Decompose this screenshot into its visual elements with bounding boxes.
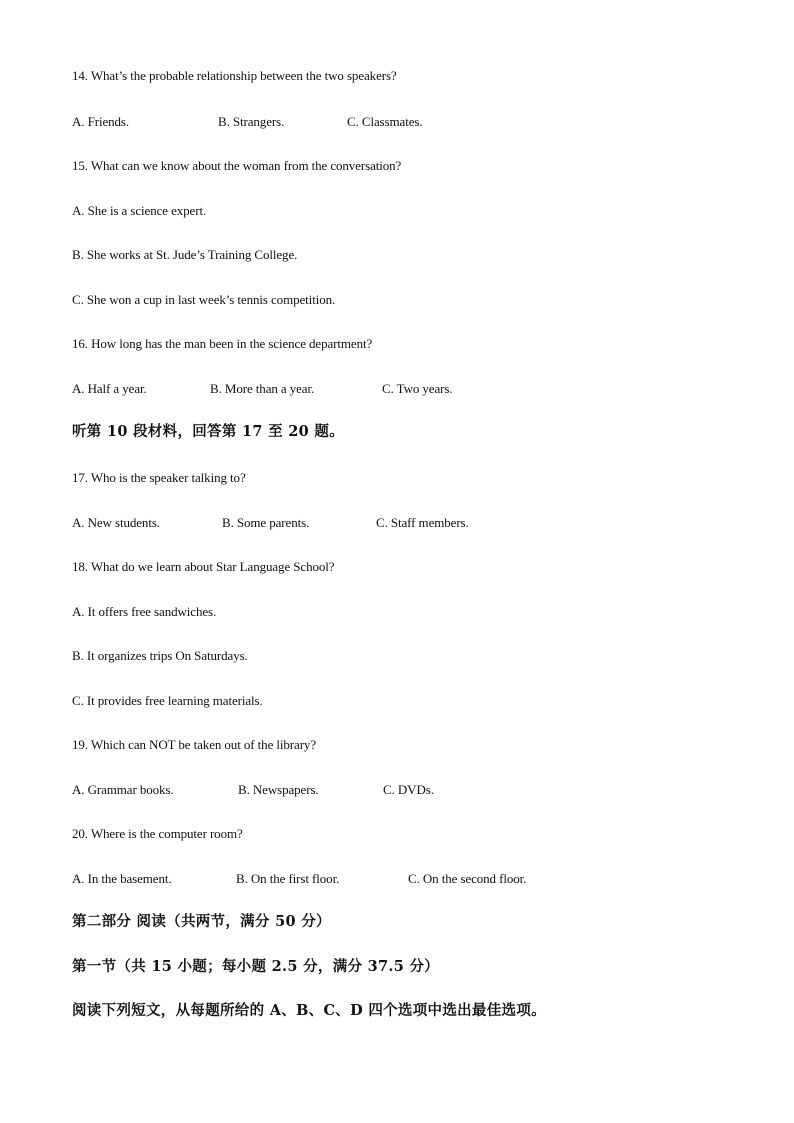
question-20-option-b: B. On the first floor. (236, 871, 340, 886)
question-19-option-a: A. Grammar books. (72, 782, 174, 797)
question-15-option-c: C. She won a cup in last week’s tennis competition. (72, 292, 336, 307)
question-15: 15. What can we know about the woman from the conversation? (72, 158, 402, 173)
question-14: 14. What’s the probable relationship between the two speakers? (72, 68, 397, 83)
reading-instruction: 阅读下列短文，从每题所给的 A、B、C、D 四个选项中选出最佳选项。 (72, 1002, 546, 1019)
question-19: 19. Which can NOT be taken out of the library? (72, 737, 317, 752)
question-16-option-c: C. Two years. (382, 381, 453, 396)
part-2-title: 第二部分 阅读（共两节，满分 50 分） (72, 913, 331, 930)
question-17-option-a: A. New students. (72, 515, 160, 530)
question-16-option-a: A. Half a year. (72, 381, 147, 396)
question-18-option-b: B. It organizes trips On Saturdays. (72, 648, 248, 663)
question-16: 16. How long has the man been in the science department? (72, 336, 373, 351)
question-14-option-a: A. Friends. (72, 114, 130, 129)
section-1-title: 第一节（共 15 小题；每小题 2.5 分，满分 37.5 分） (72, 958, 440, 975)
question-17: 17. Who is the speaker talking to? (72, 470, 246, 485)
section-10-heading: 听第 10 段材料，回答第 17 至 20 题。 (72, 423, 345, 440)
question-20: 20. Where is the computer room? (72, 826, 243, 841)
question-16-option-b: B. More than a year. (210, 381, 315, 396)
question-15-option-a: A. She is a science expert. (72, 203, 207, 218)
question-20-option-c: C. On the second floor. (408, 871, 527, 886)
question-20-option-a: A. In the basement. (72, 871, 172, 886)
question-19-option-c: C. DVDs. (383, 782, 434, 797)
question-15-option-b: B. She works at St. Jude’s Training College. (72, 247, 298, 262)
question-17-option-c: C. Staff members. (376, 515, 469, 530)
question-18-option-c: C. It provides free learning materials. (72, 693, 263, 708)
question-14-option-b: B. Strangers. (218, 114, 285, 129)
question-17-option-b: B. Some parents. (222, 515, 310, 530)
question-19-option-b: B. Newspapers. (238, 782, 319, 797)
question-18-option-a: A. It offers free sandwiches. (72, 604, 217, 619)
question-18: 18. What do we learn about Star Language School? (72, 559, 335, 574)
question-14-option-c: C. Classmates. (347, 114, 423, 129)
